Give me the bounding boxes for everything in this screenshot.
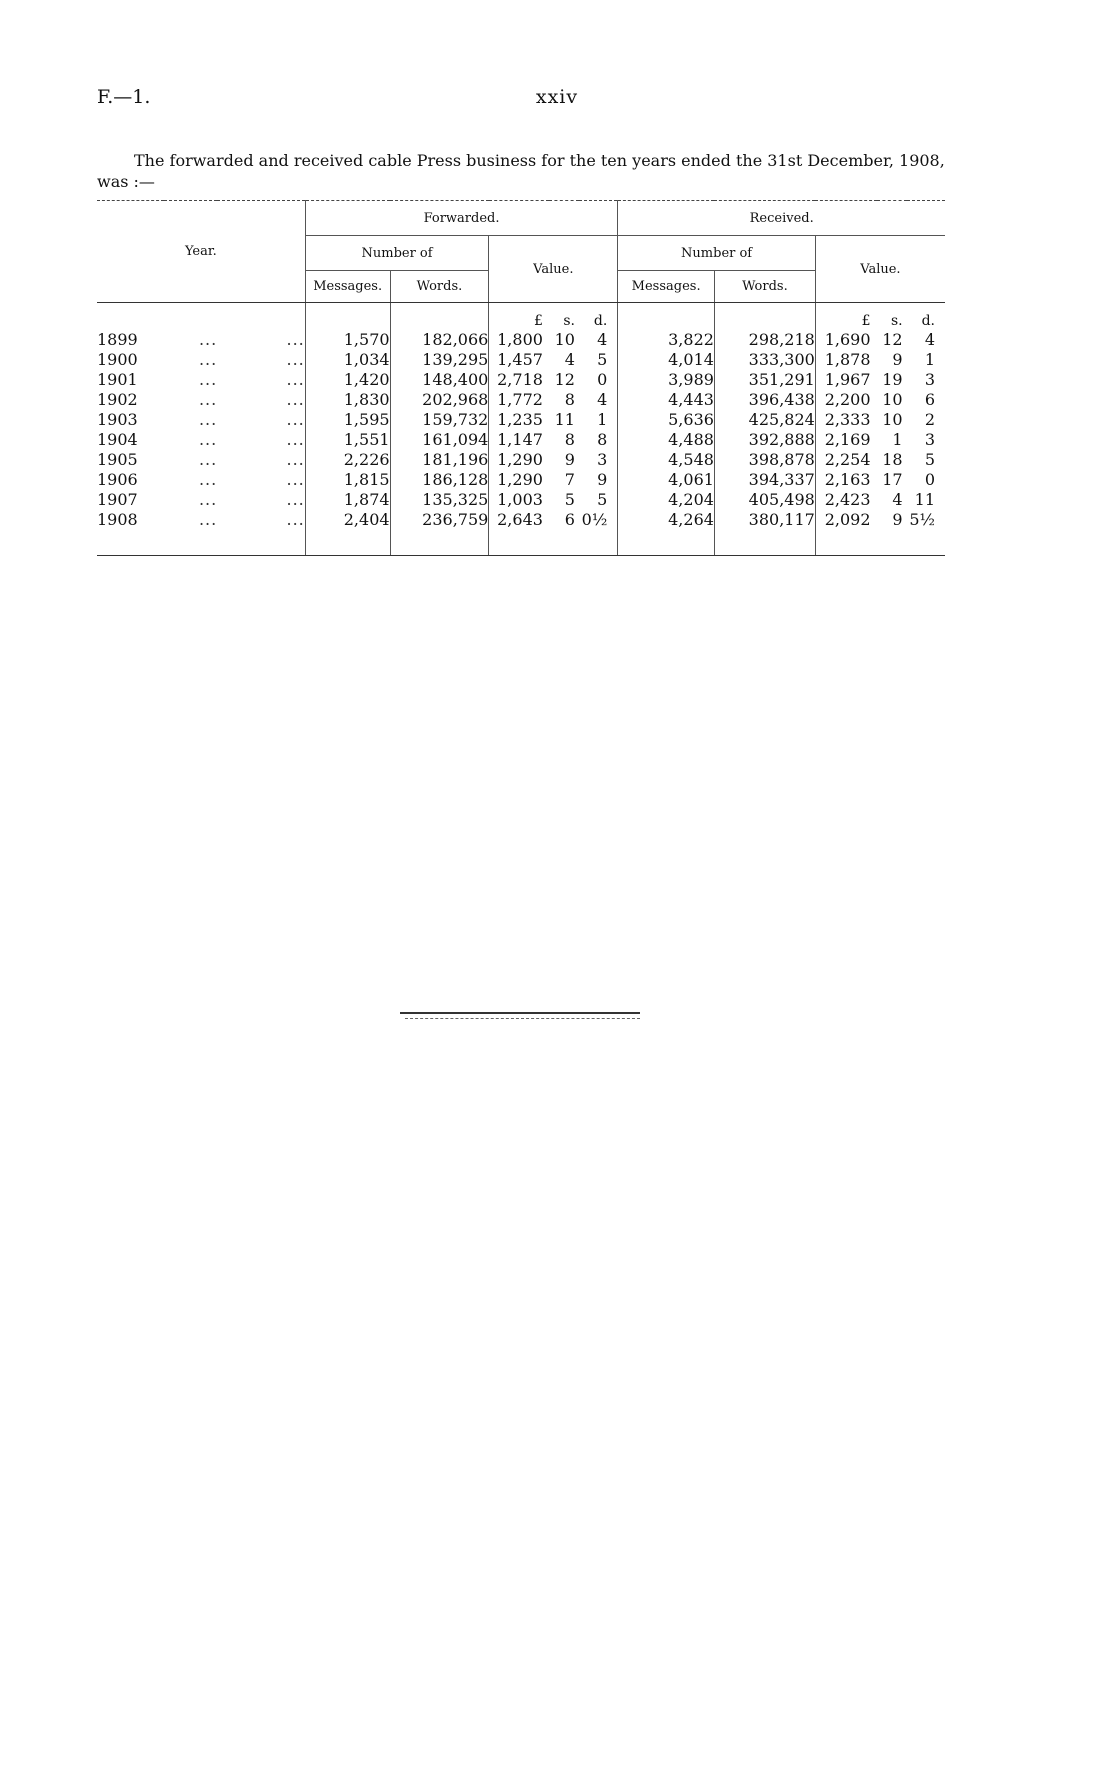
leader-dots: ... <box>286 469 305 489</box>
received-pounds-cell: 2,092 <box>815 509 876 529</box>
forwarded-pounds-cell: 1,772 <box>489 389 549 409</box>
received-pounds-cell: 2,423 <box>815 489 876 509</box>
received-pounds-unit: £ <box>815 303 876 330</box>
forwarded-shillings-cell: 7 <box>564 469 575 489</box>
leader-dots: ... <box>198 369 218 389</box>
received-shillings-cell: 10 <box>882 409 903 429</box>
received-pounds-cell: 1,690 <box>815 329 876 349</box>
forwarded-words-cell: 139,295 <box>390 349 489 369</box>
received-shillings-cell: 4 <box>892 489 903 509</box>
forwarded-messages-cell: 1,595 <box>305 409 390 429</box>
forwarded-shillings-cell: 4 <box>564 349 575 369</box>
table-body <box>97 303 945 556</box>
forwarded-messages-cell: 1,830 <box>305 389 390 409</box>
leader-dots: ... <box>198 389 218 409</box>
received-pence-cell: 4 <box>924 329 935 349</box>
forwarded-messages-header: Messages. <box>305 271 390 303</box>
forwarded-shillings-unit: s. <box>563 313 575 329</box>
intro-line-2: was :— <box>97 172 155 191</box>
received-pence-cell: 5½ <box>909 509 935 529</box>
received-pence-cell: 11 <box>914 489 935 509</box>
section-divider-dashed <box>405 1018 640 1019</box>
leader-dots: ... <box>198 469 218 489</box>
forwarded-words-cell: 161,094 <box>390 429 489 449</box>
received-pence-cell: 1 <box>924 349 935 369</box>
received-pence-cell: 0 <box>924 469 935 489</box>
leader-dots: ... <box>286 369 305 389</box>
forwarded-shillings-cell: 10 <box>554 329 575 349</box>
received-pounds-cell: 2,254 <box>815 449 876 469</box>
leader-dots: ... <box>198 329 218 349</box>
table-header <box>97 201 945 303</box>
leader-dots: ... <box>286 429 305 449</box>
received-pounds-cell: 2,169 <box>815 429 876 449</box>
leader-dots: ... <box>198 349 218 369</box>
leader-dots: ... <box>198 509 218 529</box>
forwarded-words-cell: 148,400 <box>390 369 489 389</box>
leader-dots: ... <box>198 409 218 429</box>
received-words-cell: 333,300 <box>714 349 815 369</box>
received-shillings-cell: 17 <box>882 469 903 489</box>
received-pounds-cell: 2,333 <box>815 409 876 429</box>
forwarded-pounds-cell: 1,290 <box>489 449 549 469</box>
forwarded-words-cell: 186,128 <box>390 469 489 489</box>
leader-dots: ... <box>286 389 305 409</box>
forwarded-pounds-unit: £ <box>489 303 549 330</box>
received-messages-header: Messages. <box>618 271 715 303</box>
year-cell: 1904 <box>97 429 138 449</box>
received-shillings-cell: 12 <box>882 329 903 349</box>
forwarded-shillings-cell: 11 <box>554 409 575 429</box>
year-cell: 1901 <box>97 369 138 389</box>
received-words-cell: 425,824 <box>714 409 815 429</box>
forwarded-words-cell: 182,066 <box>390 329 489 349</box>
forwarded-messages-cell: 1,034 <box>305 349 390 369</box>
table-row <box>97 349 945 369</box>
received-messages-cell: 5,636 <box>618 409 715 429</box>
received-pounds-cell: 2,163 <box>815 469 876 489</box>
table-row <box>97 449 945 469</box>
received-words-cell: 380,117 <box>714 509 815 529</box>
leader-dots: ... <box>198 489 218 509</box>
received-shillings-cell: 1 <box>892 429 903 449</box>
leader-dots: ... <box>286 409 305 429</box>
page-number: xxiv <box>535 86 579 108</box>
forwarded-value-header: Value. <box>489 236 618 303</box>
forwarded-pounds-cell: 1,235 <box>489 409 549 429</box>
forwarded-pounds-cell: 1,147 <box>489 429 549 449</box>
forwarded-pence-cell: 3 <box>597 449 608 469</box>
received-shillings-cell: 19 <box>882 369 903 389</box>
intro-paragraph <box>97 150 957 192</box>
forwarded-words-cell: 159,732 <box>390 409 489 429</box>
received-pence-cell: 3 <box>924 369 935 389</box>
received-messages-cell: 3,822 <box>618 329 715 349</box>
received-messages-cell: 4,014 <box>618 349 715 369</box>
table-row <box>97 429 945 449</box>
year-cell: 1905 <box>97 449 138 469</box>
leader-dots: ... <box>286 489 305 509</box>
received-shillings-cell: 9 <box>892 349 903 369</box>
forwarded-messages-cell: 1,570 <box>305 329 390 349</box>
forwarded-pence-cell: 9 <box>597 469 608 489</box>
received-pence-cell: 5 <box>924 449 935 469</box>
forwarded-pounds-cell: 2,643 <box>489 509 549 529</box>
forwarded-pence-cell: 1 <box>597 409 608 429</box>
section-divider <box>400 1012 640 1014</box>
table-row <box>97 369 945 389</box>
received-pence-unit: d. <box>921 313 935 329</box>
received-words-cell: 398,878 <box>714 449 815 469</box>
leader-dots: ... <box>198 449 218 469</box>
forwarded-pence-cell: 5 <box>597 349 608 369</box>
forwarded-shillings-cell: 9 <box>564 449 575 469</box>
received-pence-cell: 2 <box>924 409 935 429</box>
page-id: F.—1. <box>97 86 151 108</box>
year-cell: 1903 <box>97 409 138 429</box>
forwarded-pounds-cell: 1,003 <box>489 489 549 509</box>
received-words-cell: 405,498 <box>714 489 815 509</box>
forwarded-shillings-cell: 8 <box>564 389 575 409</box>
forwarded-pounds-cell: 1,800 <box>489 329 549 349</box>
received-messages-cell: 4,204 <box>618 489 715 509</box>
year-cell: 1900 <box>97 349 138 369</box>
received-pence-cell: 6 <box>924 389 935 409</box>
forwarded-words-cell: 202,968 <box>390 389 489 409</box>
received-words-cell: 394,337 <box>714 469 815 489</box>
table-row <box>97 509 945 529</box>
forwarded-messages-cell: 2,404 <box>305 509 390 529</box>
table-end-row <box>97 529 945 556</box>
forwarded-header: Forwarded. <box>305 201 618 236</box>
forwarded-pence-cell: 0½ <box>581 509 608 529</box>
received-pounds-cell: 1,967 <box>815 369 876 389</box>
forwarded-pence-cell: 0 <box>597 369 608 389</box>
received-shillings-cell: 18 <box>882 449 903 469</box>
received-messages-cell: 4,488 <box>618 429 715 449</box>
table-row <box>97 409 945 429</box>
received-value-header: Value. <box>815 236 945 303</box>
received-words-cell: 396,438 <box>714 389 815 409</box>
received-pence-cell: 3 <box>924 429 935 449</box>
forwarded-messages-cell: 1,815 <box>305 469 390 489</box>
forwarded-number-of-header: Number of <box>305 236 489 271</box>
forwarded-pence-cell: 8 <box>597 429 608 449</box>
received-shillings-cell: 10 <box>882 389 903 409</box>
received-words-cell: 351,291 <box>714 369 815 389</box>
forwarded-pounds-cell: 1,290 <box>489 469 549 489</box>
received-messages-cell: 4,264 <box>618 509 715 529</box>
received-messages-cell: 3,989 <box>618 369 715 389</box>
forwarded-messages-cell: 1,551 <box>305 429 390 449</box>
forwarded-pence-unit: d. <box>593 313 608 329</box>
year-cell: 1906 <box>97 469 138 489</box>
received-shillings-cell: 9 <box>892 509 903 529</box>
received-header: Received. <box>618 201 945 236</box>
year-cell: 1907 <box>97 489 138 509</box>
received-messages-cell: 4,443 <box>618 389 715 409</box>
forwarded-messages-cell: 2,226 <box>305 449 390 469</box>
forwarded-words-cell: 135,325 <box>390 489 489 509</box>
received-shillings-unit: s. <box>890 313 903 329</box>
year-cell: 1899 <box>97 329 138 349</box>
forwarded-pence-cell: 4 <box>597 389 608 409</box>
forwarded-shillings-cell: 12 <box>554 369 575 389</box>
table-row <box>97 389 945 409</box>
leader-dots: ... <box>198 429 218 449</box>
leader-dots: ... <box>286 329 305 349</box>
press-business-table <box>97 200 945 556</box>
received-pounds-cell: 1,878 <box>815 349 876 369</box>
received-words-cell: 298,218 <box>714 329 815 349</box>
forwarded-words-cell: 181,196 <box>390 449 489 469</box>
forwarded-pounds-cell: 2,718 <box>489 369 549 389</box>
forwarded-pence-cell: 4 <box>597 329 608 349</box>
forwarded-shillings-cell: 5 <box>564 489 575 509</box>
year-cell: 1902 <box>97 389 138 409</box>
forwarded-shillings-cell: 8 <box>564 429 575 449</box>
forwarded-words-cell: 236,759 <box>390 509 489 529</box>
forwarded-messages-cell: 1,874 <box>305 489 390 509</box>
received-messages-cell: 4,061 <box>618 469 715 489</box>
received-pounds-cell: 2,200 <box>815 389 876 409</box>
leader-dots: ... <box>286 509 305 529</box>
leader-dots: ... <box>286 449 305 469</box>
intro-line-1: The forwarded and received cable Press business for the ten years ended the 31st December, 1908, <box>134 151 945 170</box>
received-messages-cell: 4,548 <box>618 449 715 469</box>
forwarded-shillings-cell: 6 <box>564 509 575 529</box>
year-cell: 1908 <box>97 509 138 529</box>
table-row <box>97 329 945 349</box>
forwarded-pounds-cell: 1,457 <box>489 349 549 369</box>
received-words-header: Words. <box>714 271 815 303</box>
forwarded-words-header: Words. <box>390 271 489 303</box>
currency-units-row <box>97 303 945 330</box>
table-row <box>97 489 945 509</box>
received-words-cell: 392,888 <box>714 429 815 449</box>
received-number-of-header: Number of <box>618 236 816 271</box>
table-row <box>97 469 945 489</box>
forwarded-pence-cell: 5 <box>597 489 608 509</box>
leader-dots: ... <box>286 349 305 369</box>
year-header: Year. <box>97 201 305 303</box>
forwarded-messages-cell: 1,420 <box>305 369 390 389</box>
